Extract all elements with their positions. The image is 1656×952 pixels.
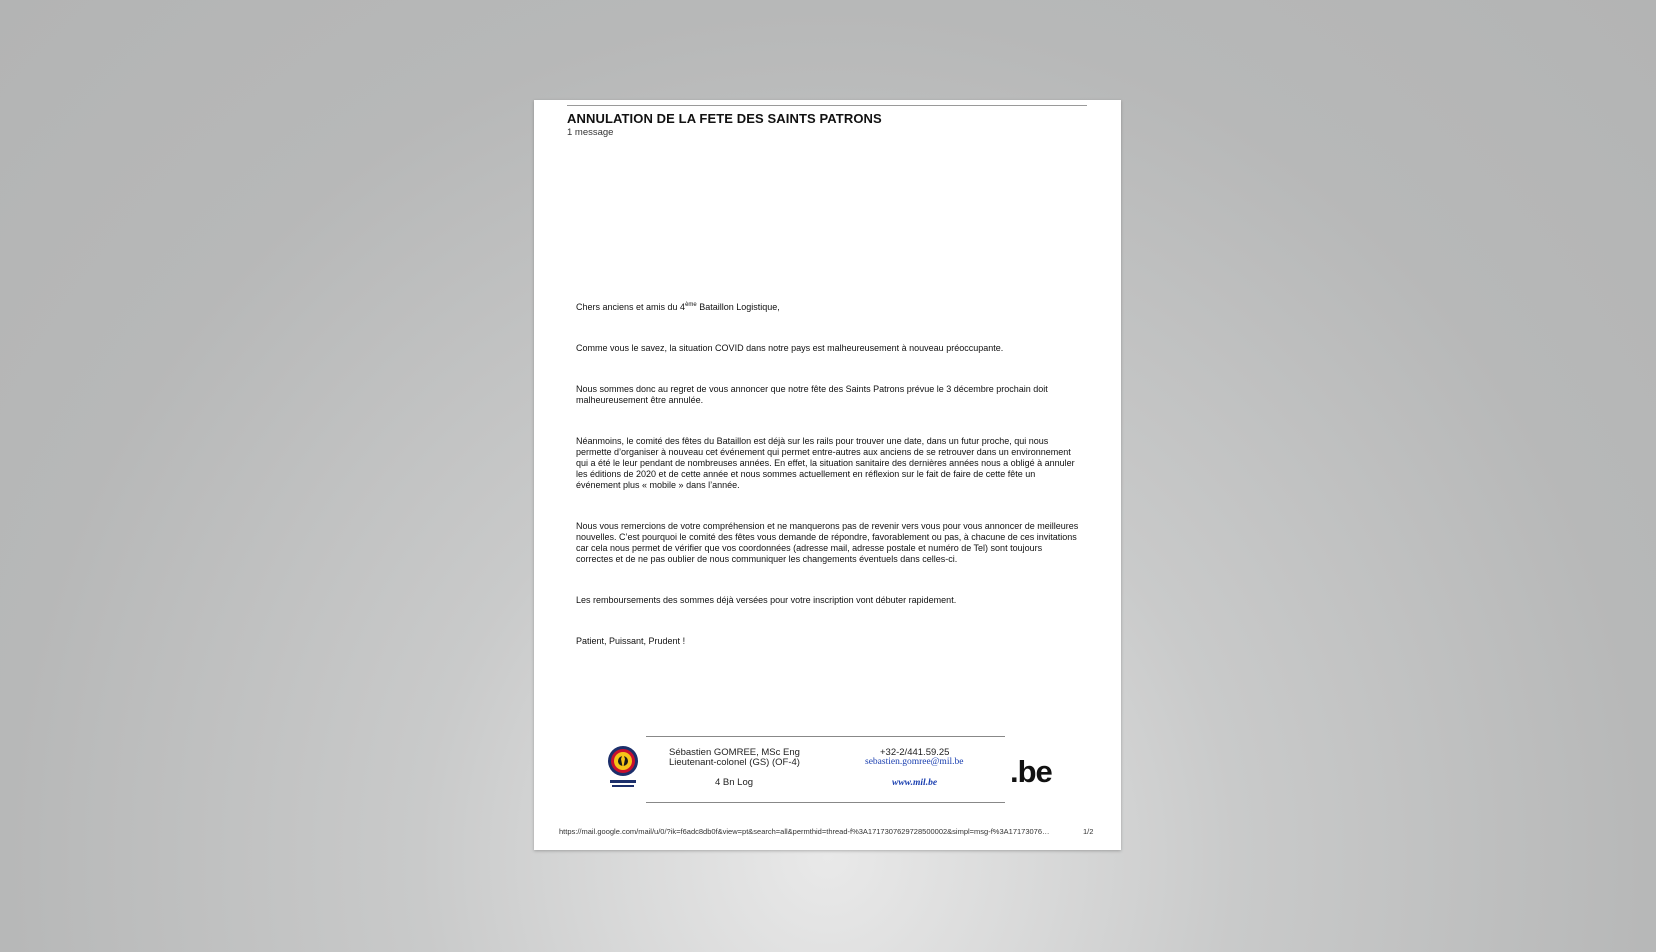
signature-divider-top bbox=[646, 736, 1005, 737]
email-subject: ANNULATION DE LA FETE DES SAINTS PATRONS bbox=[567, 111, 882, 126]
message-count: 1 message bbox=[567, 127, 614, 138]
defense-emblem-icon bbox=[605, 745, 641, 791]
body-paragraph: Néanmoins, le comité des fêtes du Bataillon est déjà sur les rails pour trouver une date, dans un futur proche, qui nous permette d’organiser à nouveau cet événement qui permet entre-autres aux anciens de se retrouver dans un environnement qui a été le leur pendant de nombreuses années. En effet, la situation sanitaire des dernières années nous a obligé à annuler les éditions de 2020 et de cette année et nous sommes actuellement en réflexion sur le fait de faire de cette fête un événement plus « mobile » dans l’année. bbox=[576, 436, 1075, 490]
signature-website-link[interactable]: www.mil.be bbox=[892, 778, 938, 788]
signature-phone: +32-2/441.59.25 bbox=[880, 747, 950, 758]
body-paragraph: Les remboursements des sommes déjà versées pour votre inscription vont débuter rapidement. bbox=[576, 595, 957, 605]
body-paragraph: Nous vous remercions de votre compréhension et ne manquerons pas de revenir vers vous pour vous annoncer de meilleures nouvelles. C’est pourquoi le comité des fêtes vous demande de répondre, favorablement ou pas, à chacune de ces invitations car cela nous permet de vérifier que vos coordonnées (adresse mail, adresse postale et numéro de Tel) sont toujours correctes et de ne pas oublier de nous communiquer les changements éventuels dans celles-ci. bbox=[576, 521, 1079, 564]
signature-unit: 4 Bn Log bbox=[715, 777, 754, 788]
print-footer-url: https://mail.google.com/mail/u/0/?ik=f6adc8db0f&view=pt&search=all&permthid=thread-f%3A1717307629728500002&simpl=msg-f%3A17173076… bbox=[559, 827, 1050, 836]
be-logo: .be bbox=[1010, 754, 1052, 789]
header-divider bbox=[567, 105, 1087, 106]
body-paragraph: Nous sommes donc au regret de vous annoncer que notre fête des Saints Patrons prévue le 3 décembre prochain doit malheureusement être annulée. bbox=[576, 384, 1048, 405]
signature-name: Sébastien GOMREE, MSc Eng bbox=[669, 747, 800, 758]
page-number: 1/2 bbox=[1083, 827, 1094, 836]
closing-motto: Patient, Puissant, Prudent ! bbox=[576, 636, 686, 646]
email-body bbox=[576, 302, 1081, 677]
signature-email-link[interactable]: sebastien.gomree@mil.be bbox=[865, 757, 964, 767]
signature-divider-bottom bbox=[646, 802, 1005, 803]
body-paragraph: Comme vous le savez, la situation COVID dans notre pays est malheureusement à nouveau préoccupante. bbox=[576, 343, 1004, 353]
greeting: Chers anciens et amis du 4ème Bataillon Logistique, bbox=[576, 302, 780, 312]
signature-rank: Lieutenant-colonel (GS) (OF-4) bbox=[669, 757, 800, 768]
email-signature bbox=[534, 736, 1121, 806]
document-page bbox=[534, 100, 1121, 850]
